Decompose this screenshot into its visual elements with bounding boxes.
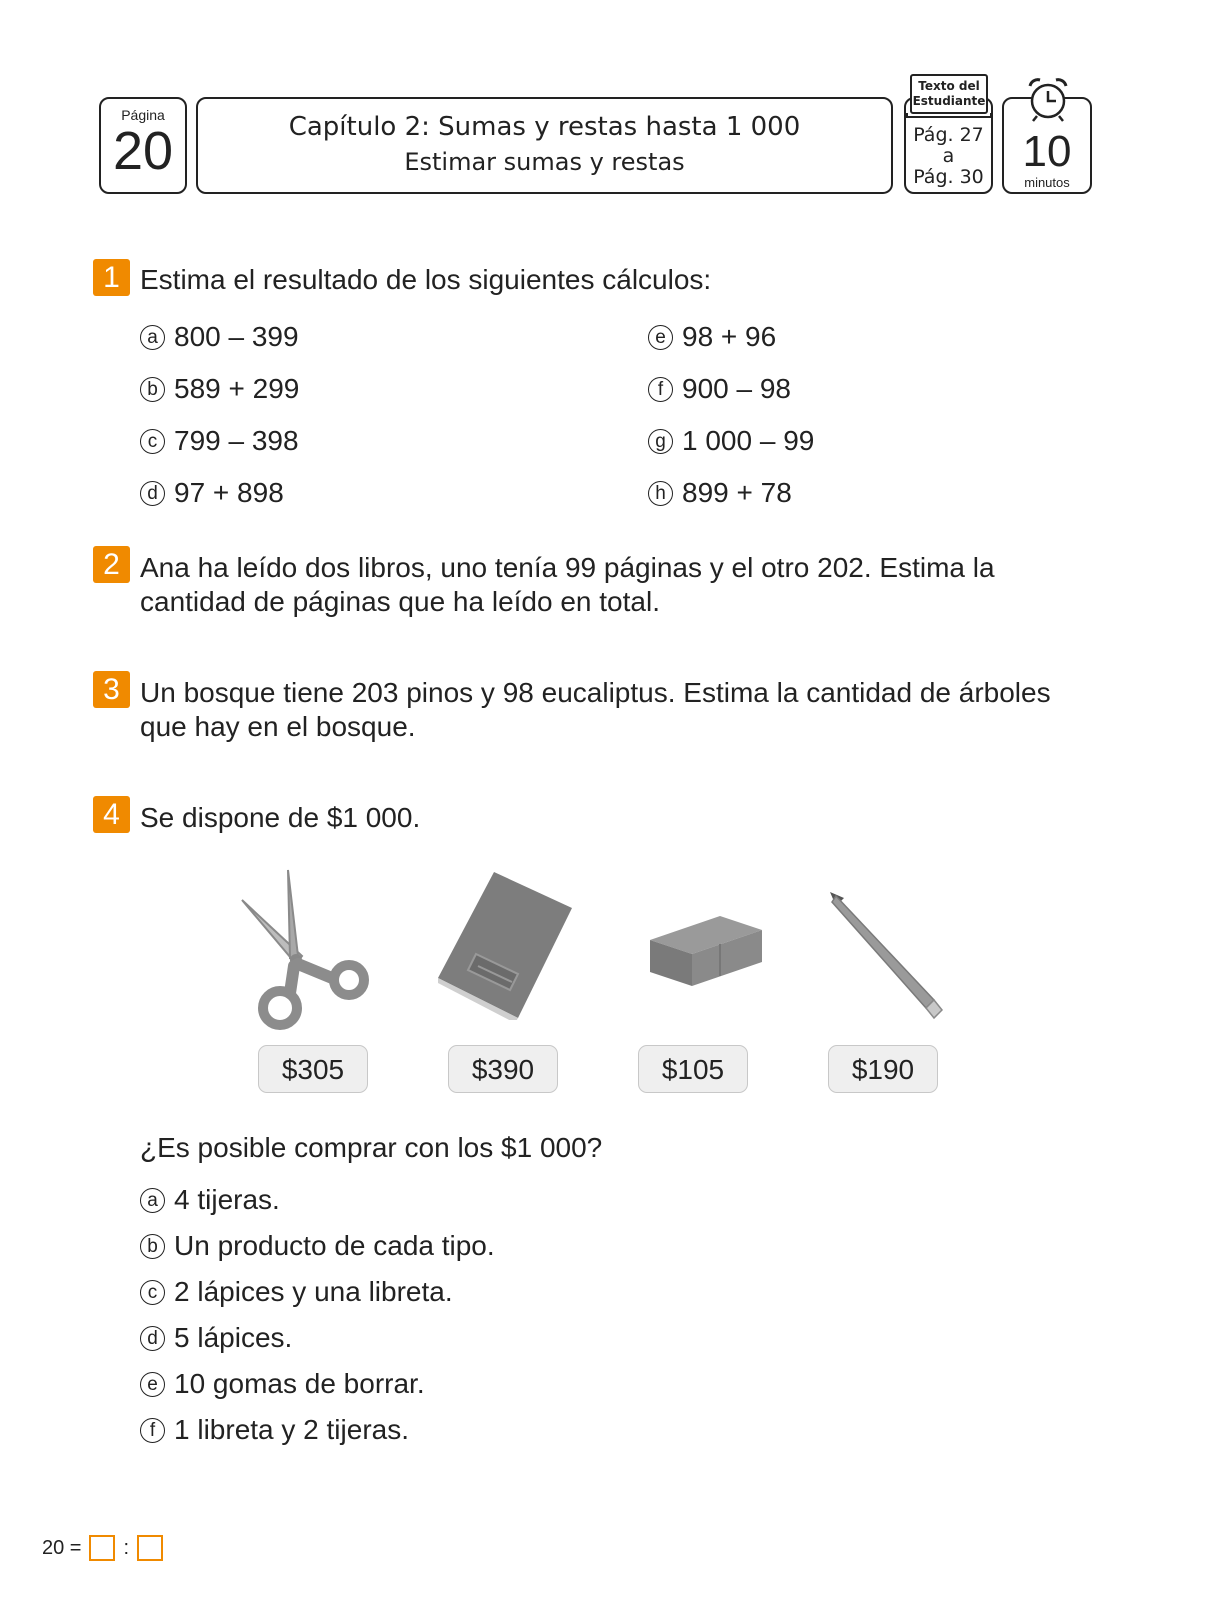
exercise-3-line-1: Un bosque tiene 203 pinos y 98 eucaliptus. Estima la cantidad de árboles xyxy=(140,677,1051,708)
page-number: 20 xyxy=(112,121,174,181)
ex1-item-f xyxy=(648,372,791,406)
item-letter: c xyxy=(140,1280,165,1305)
text-pages-from: Pág. 27 xyxy=(913,124,984,146)
page-label: Página xyxy=(121,107,165,123)
exercise-2-line-2: cantidad de páginas que ha leído en total. xyxy=(140,586,660,617)
exercise-4-prompt: Se dispone de $1 000. xyxy=(140,802,421,833)
ex4-item-e xyxy=(140,1367,425,1401)
item-text: 5 lápices. xyxy=(174,1322,293,1353)
exercise-number-2: 2 xyxy=(93,546,130,583)
exercise-number-1: 1 xyxy=(93,259,130,296)
item-text: 97 + 898 xyxy=(174,477,284,508)
book-tag-label: Texto del Estudiante xyxy=(912,79,986,108)
item-letter: f xyxy=(648,377,673,402)
price-tag-scissors: $305 xyxy=(258,1045,368,1093)
item-text: 2 lápices y una libreta. xyxy=(174,1276,453,1307)
book-icon xyxy=(910,74,988,114)
alarm-clock-icon xyxy=(1025,76,1071,122)
page-footer xyxy=(42,1535,171,1561)
lesson-title: Estimar sumas y restas xyxy=(404,148,685,176)
exercise-number-3: 3 xyxy=(93,671,130,708)
eraser-icon xyxy=(650,910,768,990)
item-text: 589 + 299 xyxy=(174,373,300,404)
item-letter: b xyxy=(140,1234,165,1259)
text-pages-to: Pág. 30 xyxy=(913,166,984,188)
price-tag-pencil: $190 xyxy=(828,1045,938,1093)
item-letter: f xyxy=(140,1418,165,1443)
pencil-icon xyxy=(830,892,950,1022)
ex1-item-g xyxy=(648,424,814,458)
time-unit: minutos xyxy=(1024,175,1070,190)
footer-answer-box-2[interactable] xyxy=(137,1535,163,1561)
ex4-item-c xyxy=(140,1275,453,1309)
page-number-box xyxy=(99,97,187,194)
text-pages-sep: a xyxy=(942,145,955,167)
item-letter: a xyxy=(140,1188,165,1213)
item-letter: d xyxy=(140,481,165,506)
price-tag-notebook: $390 xyxy=(448,1045,558,1093)
exercise-number-4: 4 xyxy=(93,796,130,833)
ex1-item-c xyxy=(140,424,299,458)
item-text: 98 + 96 xyxy=(682,321,777,352)
item-text: 899 + 78 xyxy=(682,477,792,508)
item-letter: d xyxy=(140,1326,165,1351)
ex1-item-h xyxy=(648,476,792,510)
footer-separator: : xyxy=(123,1536,130,1559)
ex4-item-d xyxy=(140,1321,292,1355)
item-letter: g xyxy=(648,429,673,454)
ex4-item-a xyxy=(140,1183,280,1217)
item-letter: e xyxy=(140,1372,165,1397)
item-letter: b xyxy=(140,377,165,402)
item-letter: c xyxy=(140,429,165,454)
notebook-icon xyxy=(438,870,578,1020)
item-text: 799 – 398 xyxy=(174,425,299,456)
item-text: 10 gomas de borrar. xyxy=(174,1368,425,1399)
item-letter: a xyxy=(140,325,165,350)
exercise-1-prompt: Estima el resultado de los siguientes cálculos: xyxy=(140,264,712,295)
ex4-item-b xyxy=(140,1229,495,1263)
item-letter: e xyxy=(648,325,673,350)
scissors-icon xyxy=(232,868,380,1033)
footer-text: 20 = xyxy=(42,1536,82,1559)
item-text: 4 tijeras. xyxy=(174,1184,280,1215)
item-letter: h xyxy=(648,481,673,506)
exercise-3-line-2: que hay en el bosque. xyxy=(140,711,416,742)
ex1-item-b xyxy=(140,372,299,406)
time-value: 10 xyxy=(1022,127,1072,176)
exercise-2-line-1: Ana ha leído dos libros, uno tenía 99 páginas y el otro 202. Estima la xyxy=(140,552,995,583)
item-text: Un producto de cada tipo. xyxy=(174,1230,495,1261)
item-text: 800 – 399 xyxy=(174,321,299,352)
price-tag-eraser: $105 xyxy=(638,1045,748,1093)
item-text: 1 libreta y 2 tijeras. xyxy=(174,1414,409,1445)
ex4-item-f xyxy=(140,1413,409,1447)
exercise-4-question: ¿Es posible comprar con los $1 000? xyxy=(140,1132,603,1163)
chapter-title: Capítulo 2: Sumas y restas hasta 1 000 xyxy=(288,112,801,142)
ex1-item-a xyxy=(140,320,299,354)
chapter-title-box xyxy=(196,97,893,194)
footer-answer-box-1[interactable] xyxy=(89,1535,115,1561)
ex1-item-e xyxy=(648,320,776,354)
ex1-item-d xyxy=(140,476,284,510)
item-text: 1 000 – 99 xyxy=(682,425,815,456)
item-text: 900 – 98 xyxy=(682,373,791,404)
